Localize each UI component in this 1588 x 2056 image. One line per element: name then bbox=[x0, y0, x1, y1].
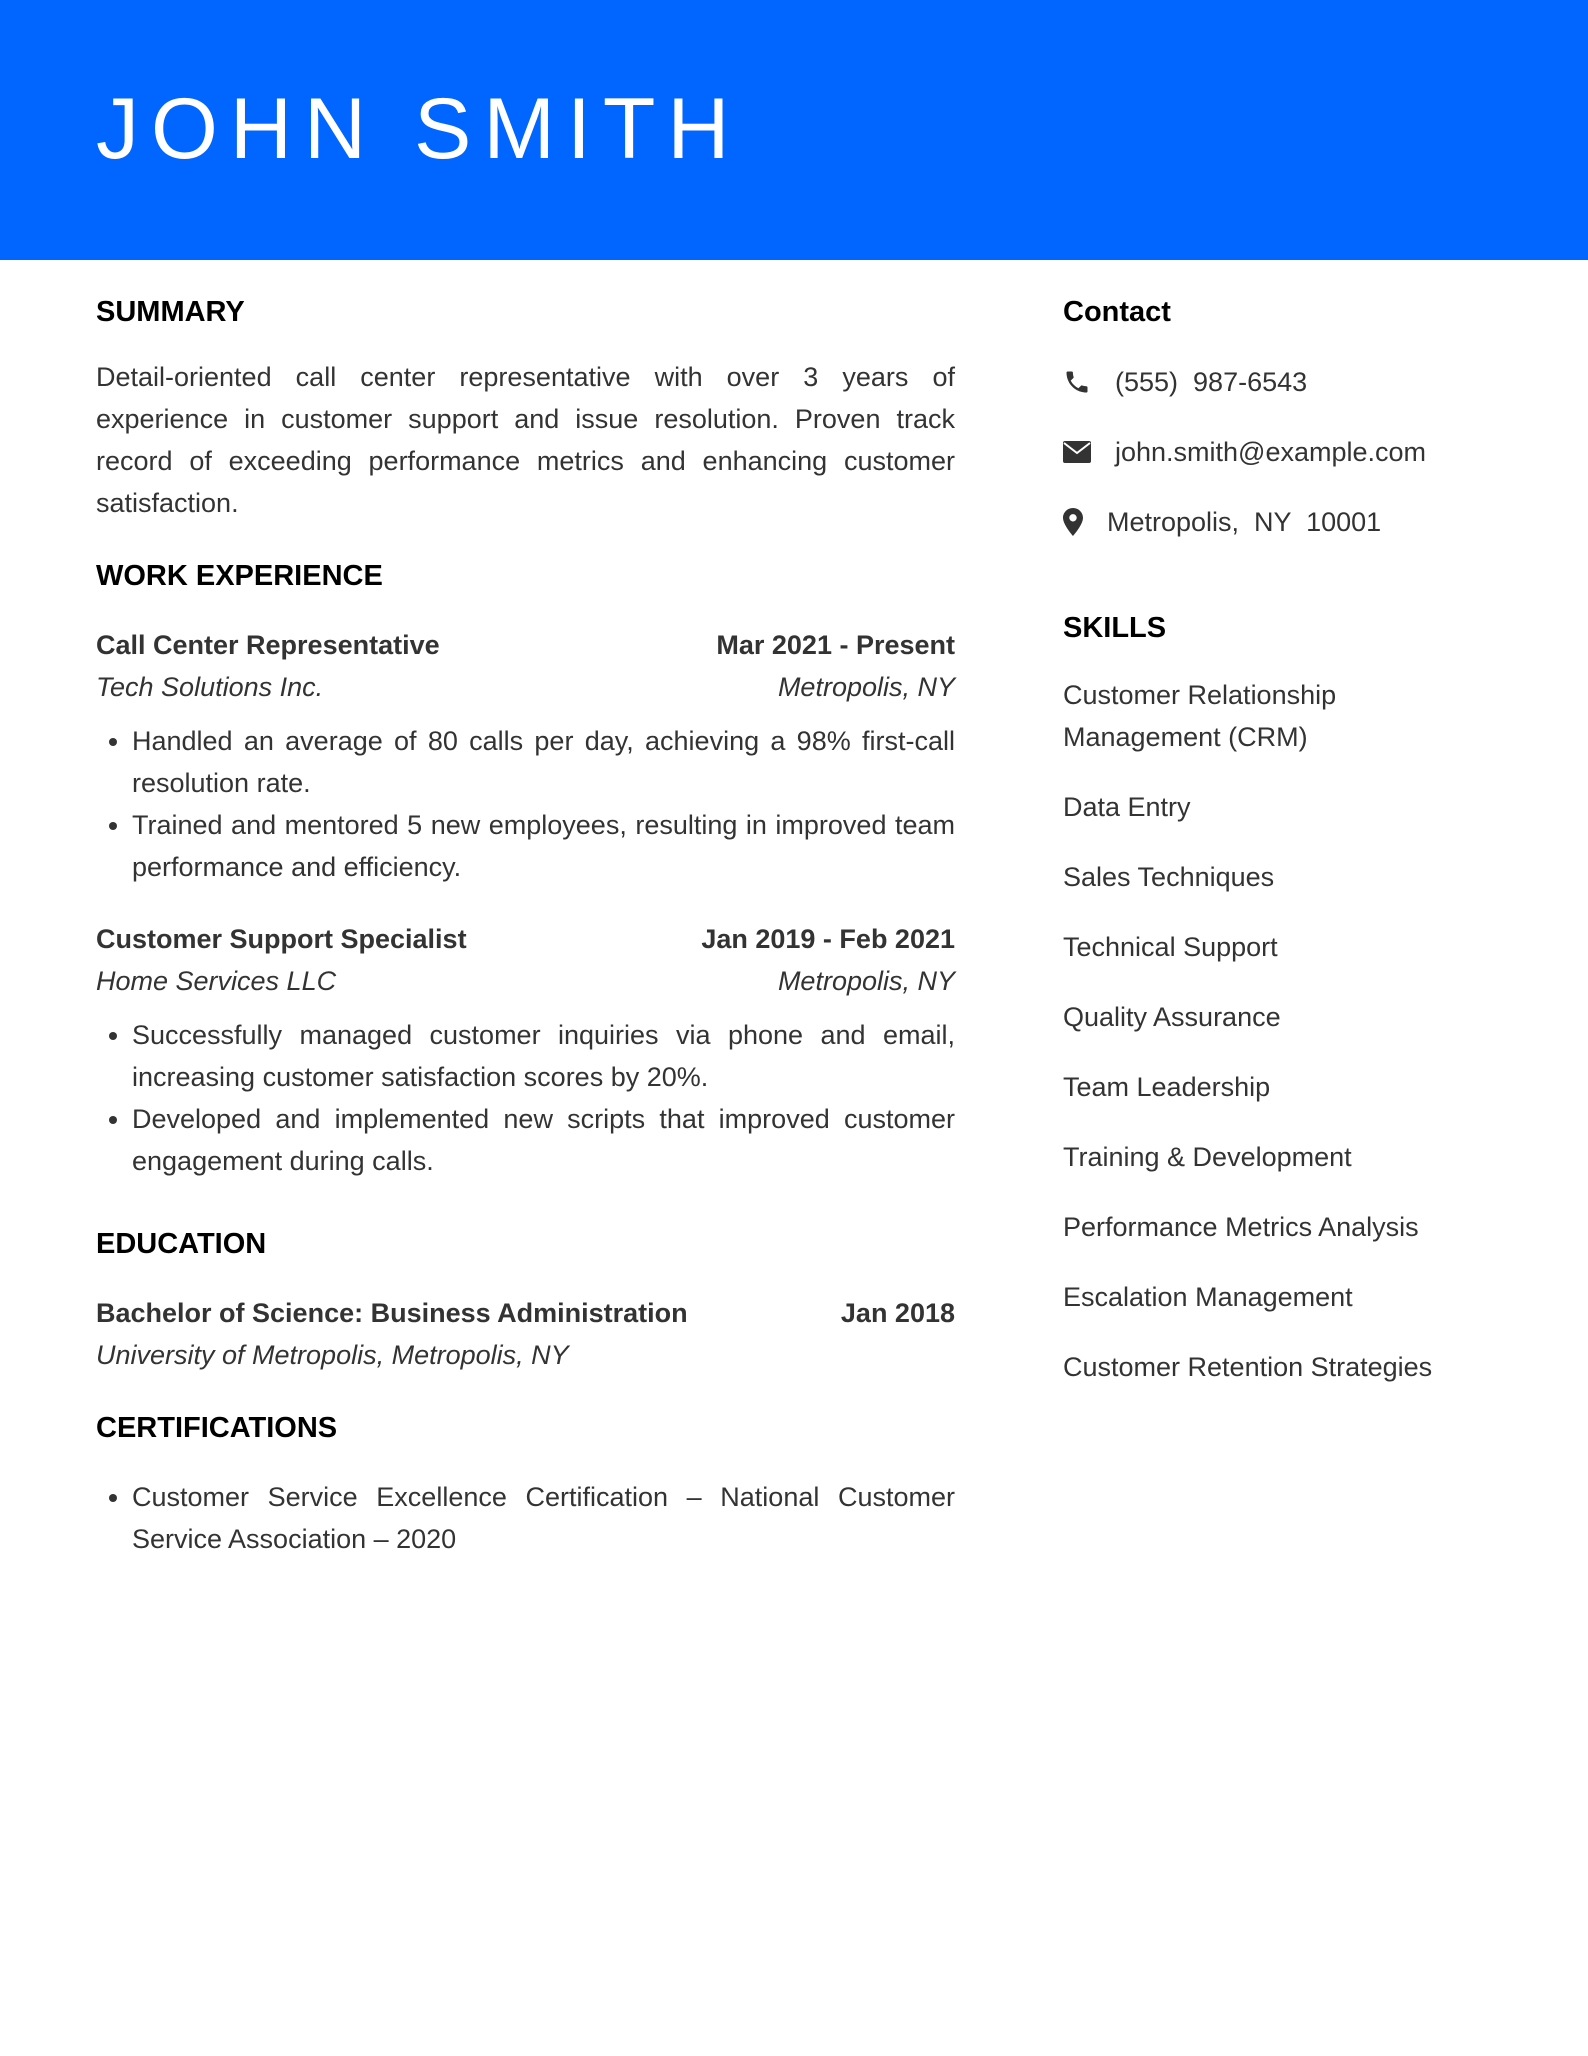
skill-item: Sales Techniques bbox=[1063, 862, 1275, 892]
job-location: Metropolis, NY bbox=[777, 672, 955, 702]
graduation-date: Jan 2018 bbox=[840, 1298, 955, 1328]
job-location: Metropolis, NY bbox=[777, 966, 955, 996]
skill-item: Data Entry bbox=[1063, 792, 1191, 822]
education-section bbox=[96, 1222, 955, 1376]
email-address: john.smith@example.com bbox=[1115, 437, 1427, 467]
contact-address bbox=[1063, 502, 1503, 542]
phone-icon bbox=[1063, 366, 1095, 398]
job-bullets bbox=[96, 720, 955, 888]
sidebar-column bbox=[1063, 290, 1503, 1388]
job-company: Home Services LLC bbox=[96, 966, 337, 996]
skill-item: Customer Retention Strategies bbox=[1063, 1352, 1433, 1382]
job-entry bbox=[96, 624, 955, 888]
candidate-name: JOHN SMITH bbox=[96, 81, 742, 177]
summary-text: Detail-oriented call center representative with over 3 years of experience in customer support and issue resolution. Proven track record of exceeding performance metrics and enhancing customer satisfaction. bbox=[96, 362, 955, 518]
job-title: Call Center Representative bbox=[96, 630, 440, 660]
skill-item: Quality Assurance bbox=[1063, 1002, 1281, 1032]
summary-section bbox=[96, 290, 955, 524]
bullet-item: • Trained and mentored 5 new employees, resulting in improved team performance and efficiency. bbox=[132, 804, 955, 888]
skills-section bbox=[1063, 606, 1503, 1388]
job-bullets bbox=[96, 1014, 955, 1182]
certifications-section bbox=[96, 1406, 955, 1560]
skill-item: Training & Development bbox=[1063, 1142, 1352, 1172]
job-dates: Jan 2019 - Feb 2021 bbox=[701, 924, 955, 954]
skills-heading: SKILLS bbox=[1063, 612, 1167, 644]
certifications-list bbox=[96, 1476, 955, 1560]
degree: Bachelor of Science: Business Administration bbox=[96, 1298, 688, 1328]
skill-item: Customer Relationship Management (CRM) bbox=[1063, 680, 1337, 752]
contact-phone bbox=[1063, 362, 1503, 402]
skill-item: Team Leadership bbox=[1063, 1072, 1271, 1102]
phone-number: (555) 987-6543 bbox=[1115, 367, 1308, 397]
certification-item: • Customer Service Excellence Certification – National Customer Service Association – 2020 bbox=[132, 1476, 955, 1560]
bullet-item: • Developed and implemented new scripts that improved customer engagement during calls. bbox=[132, 1098, 955, 1182]
work-experience-section bbox=[96, 554, 955, 1182]
header-banner bbox=[0, 0, 1588, 260]
job-dates: Mar 2021 - Present bbox=[716, 630, 955, 660]
bullet-item: • Handled an average of 80 calls per day, achieving a 98% first-call resolution rate. bbox=[132, 720, 955, 804]
summary-heading: SUMMARY bbox=[96, 296, 245, 328]
job-entry bbox=[96, 918, 955, 1182]
contact-heading: Contact bbox=[1063, 296, 1171, 328]
job-company: Tech Solutions Inc. bbox=[96, 672, 324, 702]
bullet-item: • Successfully managed customer inquiries via phone and email, increasing customer satisfaction scores by 20%. bbox=[132, 1014, 955, 1098]
school: University of Metropolis, Metropolis, NY bbox=[96, 1340, 569, 1370]
work-experience-heading: WORK EXPERIENCE bbox=[96, 560, 383, 592]
skill-item: Technical Support bbox=[1063, 932, 1278, 962]
address: Metropolis, NY 10001 bbox=[1107, 507, 1382, 537]
contact-email bbox=[1063, 432, 1503, 472]
skill-item: Escalation Management bbox=[1063, 1282, 1353, 1312]
education-entry bbox=[96, 1292, 955, 1376]
main-column bbox=[96, 290, 955, 1560]
map-pin-icon bbox=[1063, 506, 1087, 538]
envelope-icon bbox=[1063, 436, 1095, 468]
job-title: Customer Support Specialist bbox=[96, 924, 467, 954]
certifications-heading: CERTIFICATIONS bbox=[96, 1412, 338, 1444]
contact-section bbox=[1063, 290, 1503, 542]
education-heading: EDUCATION bbox=[96, 1228, 267, 1260]
skill-item: Performance Metrics Analysis bbox=[1063, 1212, 1419, 1242]
